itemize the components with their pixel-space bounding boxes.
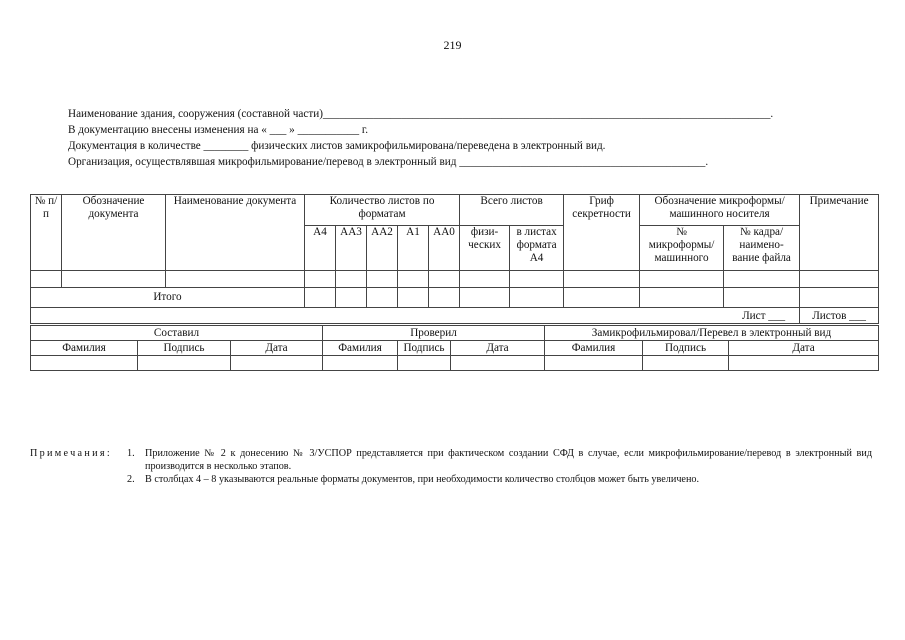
format-aa0-header: АА0 <box>429 226 460 271</box>
table-row <box>31 271 879 288</box>
sheet-label: Лист ___ <box>31 308 800 324</box>
signature-blank-row <box>31 356 879 371</box>
total-a4-header: в листах формата А4 <box>510 226 564 271</box>
total-label: Итого <box>31 288 305 308</box>
col-sheet-count-header: Количество листов по форматам <box>305 195 460 226</box>
microfilmed-signature: Подпись <box>643 341 729 356</box>
document-header <box>68 106 773 170</box>
compiled-surname: Фамилия <box>31 341 138 356</box>
header-changes-date: В документацию внесены изменения на « ___ » ___________ г. <box>68 124 369 136</box>
checked-date: Дата <box>451 341 545 356</box>
checked-header: Проверил <box>323 326 545 341</box>
note-text: Приложение № 2 к донесению № 3/УСПОР представляется при фактическом создании СФД в случае, если микрофильмирование/перевод в электронный вид производится в несколько этапов. <box>145 448 872 472</box>
col-number-header: № п/п <box>31 195 62 271</box>
documents-table <box>30 194 879 324</box>
sheets-label: Листов ___ <box>800 308 879 324</box>
checked-surname: Фамилия <box>323 341 398 356</box>
header-building-name: Наименование здания, сооружения (составной части)________________________________________________________________________________. <box>68 108 774 120</box>
col-microform-header: Обозначение микроформы/ машинного носителя <box>640 195 800 226</box>
note-item <box>127 473 872 486</box>
compiled-header: Составил <box>31 326 323 341</box>
format-aa3-header: АА3 <box>336 226 367 271</box>
format-a1-header: А1 <box>398 226 429 271</box>
format-a4-header: А4 <box>305 226 336 271</box>
page-number: 219 <box>443 38 462 52</box>
col-name-header: Наименование документа <box>166 195 305 271</box>
note-number: 2. <box>127 474 135 485</box>
total-row <box>31 288 879 308</box>
signature-columns-row <box>31 341 879 356</box>
signature-group-row <box>31 326 879 341</box>
microform-frame-header: № кадра/ наимено-вание файла <box>724 226 800 271</box>
col-total-header: Всего листов <box>460 195 564 226</box>
checked-signature: Подпись <box>398 341 451 356</box>
microform-number-header: № микроформы/ машинного <box>640 226 724 271</box>
notes-label: Примечания: <box>30 448 112 459</box>
microfilmed-surname: Фамилия <box>545 341 643 356</box>
col-designation-header: Обозначение документа <box>62 195 166 271</box>
signatures-table <box>30 325 879 371</box>
note-number: 1. <box>127 448 135 459</box>
header-sheet-count: Документация в количестве ________ физических листов замикрофильмирована/переведена в электронный вид. <box>68 140 606 152</box>
format-aa2-header: АА2 <box>367 226 398 271</box>
total-physical-header: физи-ческих <box>460 226 510 271</box>
compiled-date: Дата <box>231 341 323 356</box>
compiled-signature: Подпись <box>138 341 231 356</box>
col-secrecy-header: Гриф секретности <box>564 195 640 271</box>
sheet-row <box>31 308 879 324</box>
header-organization: Организация, осуществлявшая микрофильмирование/перевод в электронный вид ____________________________________________. <box>68 156 709 168</box>
col-note-header: Примечание <box>800 195 879 271</box>
note-item <box>127 447 872 473</box>
microfilmed-date: Дата <box>729 341 879 356</box>
microfilmed-header: Замикрофильмировал/Перевел в электронный вид <box>545 326 879 341</box>
note-text: В столбцах 4 – 8 указываются реальные форматы документов, при необходимости количество столбцов может быть увеличено. <box>145 474 700 485</box>
